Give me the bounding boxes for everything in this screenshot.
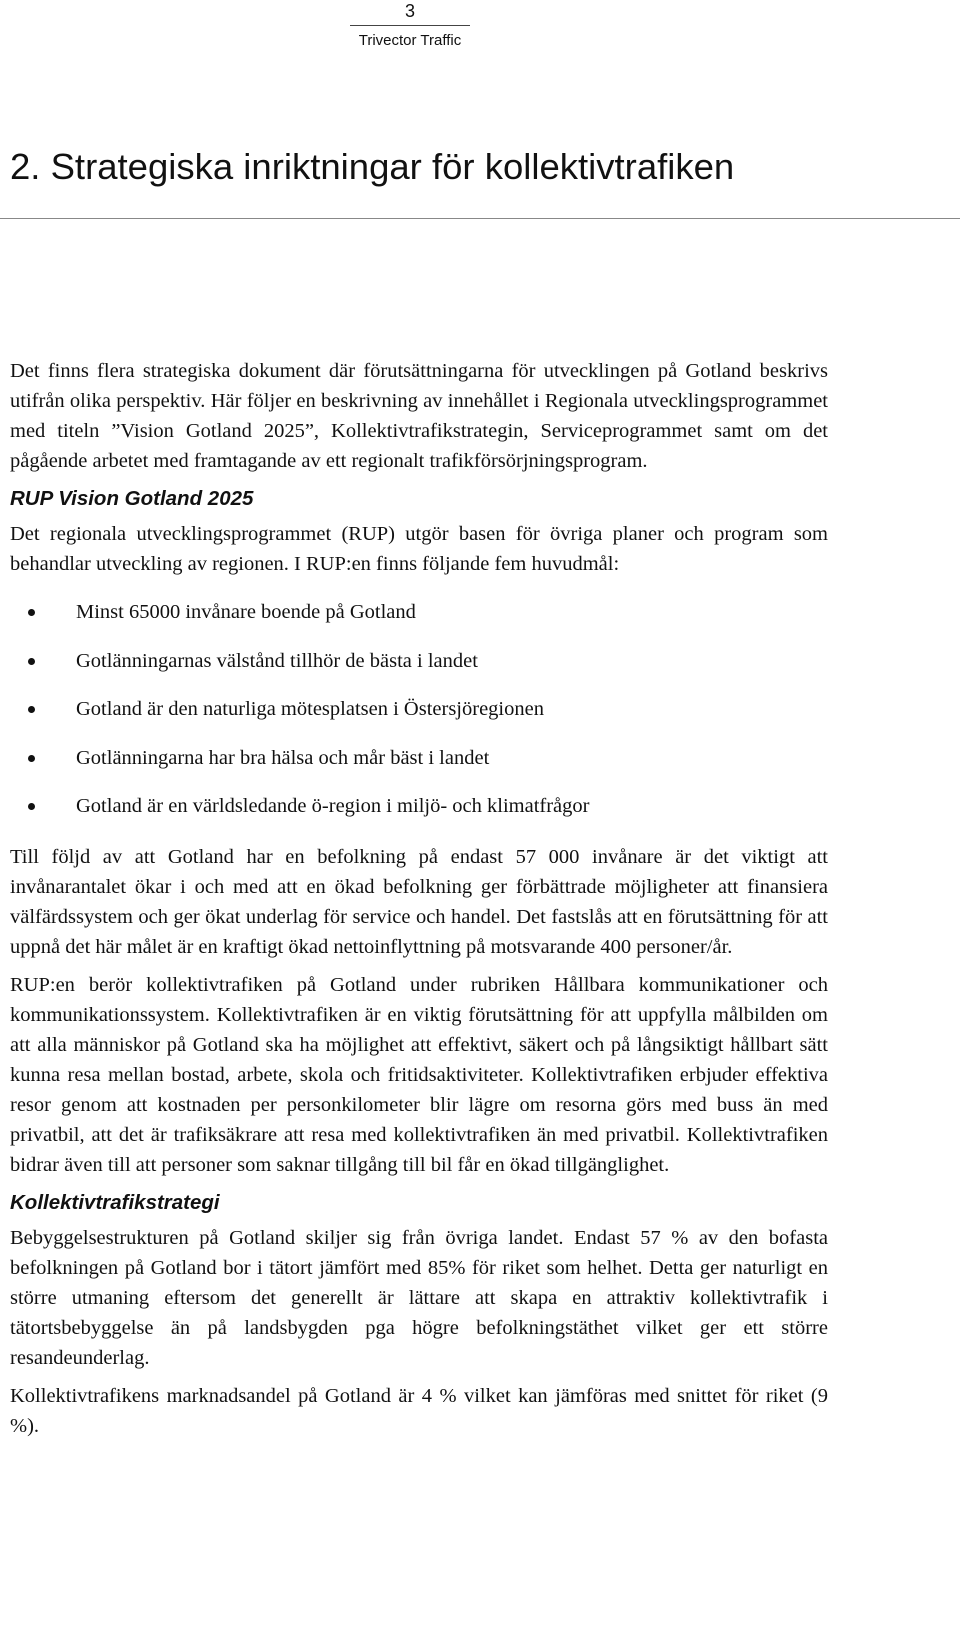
rup-paragraph-3: RUP:en berör kollektivtrafiken på Gotland under rubriken Hållbara kommunikationer och kommunikationssystem. Kollektivtrafiken är en viktig förutsättning för att uppfylla målbilden om att alla människor på Gotland ska ha möjlighet att effektivt, säkert och på långsiktigt hållbart sätt kunna resa mellan bostad, arbete, skola och fritidsaktiviteter. Kollektivtrafiken erbjuder effektiva resor genom att kostnaden per personkilometer blir lägre om resorna görs med buss än med privatbil, att det är trafiksäkrare att resa med kollektivtrafiken än med privatbil. Kollektivtrafiken bidrar även till att personer som saknar tillgång till bil får en ökad tillgänglighet. [10,973,828,1176]
body-text [10,356,828,1449]
strategy-paragraph-1: Bebyggelsestrukturen på Gotland skiljer sig från övriga landet. Endast 57 % av den bofasta befolkningen på Gotland bor i tätort jämfört med 85% för riket som helhet. Detta ger naturligt en större utmaning eftersom det generellt är lättare att skapa en attraktiv kollektivtrafik i tätortsbebyggelse än på landsbygden pga högre befolkningstäthet vilket ger ett större resandeunderlag. [10,1226,828,1369]
goal-list [10,588,828,831]
intro-paragraph: Det finns flera strategiska dokument där förutsättningarna för utvecklingen på Gotland beskrivs utifrån olika perspektiv. Här följer en beskrivning av innehållet i Regionala utvecklingsprogrammet med titeln ”Vision Gotland 2025”, Kollektivtrafikstrategin, Serviceprogrammet samt om det pågående arbetet med framtagande av ett regionalt trafikförsörjningsprogram. [10,360,828,472]
goal-list-item [10,734,828,783]
goal-text: Gotland är den naturliga mötesplatsen i Östersjöregionen [76,698,544,720]
header-rule [350,25,470,26]
goal-text: Gotlänningarnas välstånd tillhör de bästa i landet [76,649,478,672]
bullet-icon [28,755,35,762]
bullet-icon [28,706,35,713]
bullet-icon [28,658,35,665]
running-header [335,0,485,51]
goal-list-item [10,685,828,734]
title-divider [0,218,960,219]
bullet-icon [28,803,35,810]
strategy-paragraph-2: Kollektivtrafikens marknadsandel på Gotland är 4 % vilket kan jämföras med snittet för riket (9 %). [10,1384,828,1437]
bullet-icon [28,609,35,616]
goal-text: Gotlänningarna har bra hälsa och mår bäst i landet [76,746,490,769]
goal-list-item [10,637,828,686]
chapter-title: 2. Strategiska inriktningar för kollektivtrafiken [10,146,735,187]
header-organization: Trivector Traffic [358,32,462,49]
page-number: 3 [404,1,415,21]
goal-text: Minst 65000 invånare boende på Gotland [76,601,416,623]
goal-text: Gotland är en världsledande ö-region i miljö- och klimatfrågor [76,795,590,817]
goal-list-item [10,588,828,637]
rup-paragraph-2: Till följd av att Gotland har en befolkning på endast 57 000 invånare är det viktigt att invånarantalet ökar i och med att en ökad befolkning ger förbättrade möjligheter att finansiera välfärdssystem och ger ökat underlag för service och handel. Det fastslås att en förutsättning för att uppnå det här målet är en kraftigt ökad nettoinflyttning på motsvarande 400 personer/år. [10,845,828,958]
goal-list-item [10,782,828,831]
rup-paragraph-1: Det regionala utvecklingsprogrammet (RUP) utgör basen för övriga planer och program som behandlar utveckling av regionen. I RUP:en finns följande fem huvudmål: [10,523,828,575]
strategy-heading: Kollektivtrafikstrategi [10,1190,220,1214]
rup-heading: RUP Vision Gotland 2025 [10,487,254,510]
